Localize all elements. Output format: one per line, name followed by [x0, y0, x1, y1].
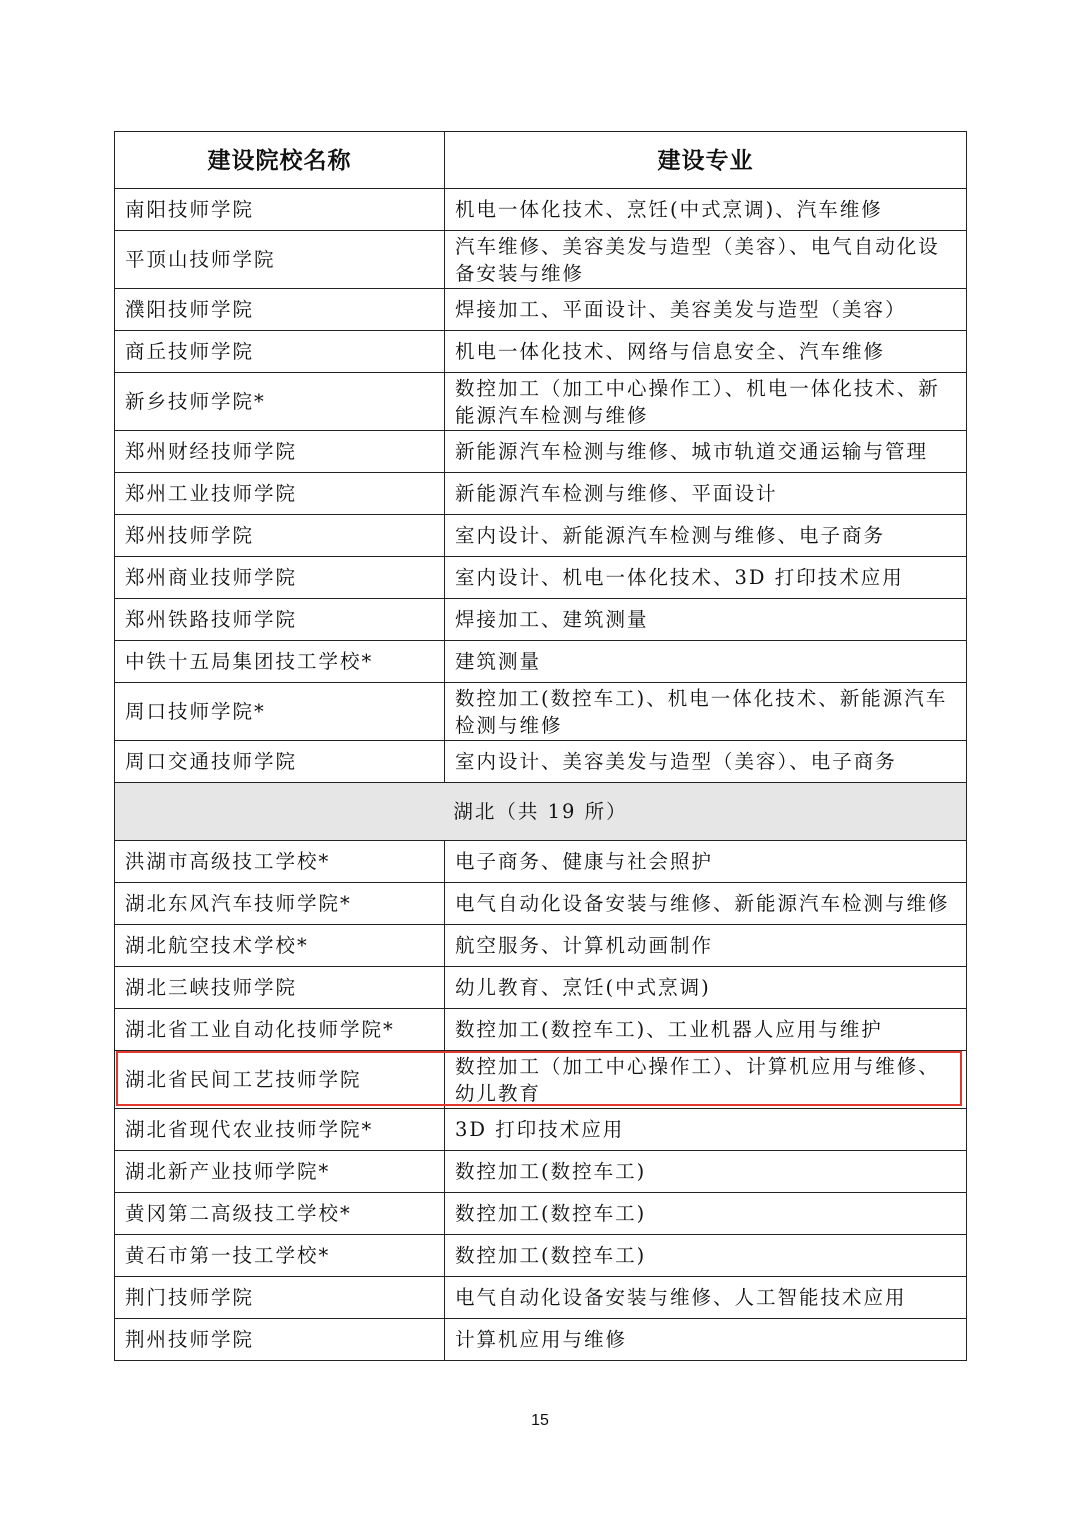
school-name: 湖北航空技术学校* — [115, 925, 445, 967]
table-row — [115, 473, 967, 515]
school-majors: 计算机应用与维修 — [445, 1319, 967, 1361]
school-name: 郑州铁路技师学院 — [115, 599, 445, 641]
school-name: 郑州技师学院 — [115, 515, 445, 557]
school-name: 湖北省民间工艺技师学院 — [115, 1051, 445, 1109]
school-name: 商丘技师学院 — [115, 331, 445, 373]
school-majors: 建筑测量 — [445, 641, 967, 683]
school-majors: 新能源汽车检测与维修、城市轨道交通运输与管理 — [445, 431, 967, 473]
table-row — [115, 1193, 967, 1235]
school-name: 周口技师学院* — [115, 683, 445, 741]
school-majors: 航空服务、计算机动画制作 — [445, 925, 967, 967]
school-name: 黄冈第二高级技工学校* — [115, 1193, 445, 1235]
school-majors: 机电一体化技术、烹饪(中式烹调)、汽车维修 — [445, 189, 967, 231]
school-majors: 焊接加工、平面设计、美容美发与造型（美容） — [445, 289, 967, 331]
section-header-row — [115, 783, 967, 841]
school-majors: 机电一体化技术、网络与信息安全、汽车维修 — [445, 331, 967, 373]
school-majors: 汽车维修、美容美发与造型（美容）、电气自动化设备安装与维修 — [445, 231, 967, 289]
school-name: 湖北省工业自动化技师学院* — [115, 1009, 445, 1051]
school-name: 湖北东风汽车技师学院* — [115, 883, 445, 925]
school-majors: 数控加工(数控车工) — [445, 1193, 967, 1235]
school-name: 郑州商业技师学院 — [115, 557, 445, 599]
school-majors: 室内设计、新能源汽车检测与维修、电子商务 — [445, 515, 967, 557]
table-row — [115, 1235, 967, 1277]
school-name: 荆州技师学院 — [115, 1319, 445, 1361]
table-row — [115, 1009, 967, 1051]
school-majors: 3D 打印技术应用 — [445, 1109, 967, 1151]
table-row — [115, 289, 967, 331]
table-row — [115, 189, 967, 231]
school-majors: 数控加工(数控车工)、工业机器人应用与维护 — [445, 1009, 967, 1051]
table-row — [115, 641, 967, 683]
school-majors: 数控加工（加工中心操作工）、机电一体化技术、新能源汽车检测与维修 — [445, 373, 967, 431]
table-row — [115, 599, 967, 641]
school-name: 中铁十五局集团技工学校* — [115, 641, 445, 683]
table-row — [115, 331, 967, 373]
school-name: 濮阳技师学院 — [115, 289, 445, 331]
school-majors: 电气自动化设备安装与维修、新能源汽车检测与维修 — [445, 883, 967, 925]
school-name: 郑州财经技师学院 — [115, 431, 445, 473]
school-name: 黄石市第一技工学校* — [115, 1235, 445, 1277]
school-majors: 幼儿教育、烹饪(中式烹调) — [445, 967, 967, 1009]
table-row — [115, 741, 967, 783]
table-row — [115, 683, 967, 741]
school-majors: 焊接加工、建筑测量 — [445, 599, 967, 641]
school-name: 湖北三峡技师学院 — [115, 967, 445, 1009]
school-name: 平顶山技师学院 — [115, 231, 445, 289]
school-majors: 数控加工(数控车工) — [445, 1235, 967, 1277]
school-majors: 室内设计、机电一体化技术、3D 打印技术应用 — [445, 557, 967, 599]
school-majors: 室内设计、美容美发与造型（美容）、电子商务 — [445, 741, 967, 783]
header-majors: 建设专业 — [445, 132, 967, 189]
table-row — [115, 515, 967, 557]
table-row — [115, 431, 967, 473]
section-title-hubei: 湖北（共 19 所） — [115, 783, 967, 841]
school-majors: 数控加工(数控车工)、机电一体化技术、新能源汽车检测与维修 — [445, 683, 967, 741]
table-row — [115, 883, 967, 925]
school-name: 湖北省现代农业技师学院* — [115, 1109, 445, 1151]
school-name: 湖北新产业技师学院* — [115, 1151, 445, 1193]
header-school-name: 建设院校名称 — [115, 132, 445, 189]
table-row — [115, 967, 967, 1009]
table-row — [115, 557, 967, 599]
table-row — [115, 231, 967, 289]
table-row — [115, 925, 967, 967]
table-header-row — [115, 132, 967, 189]
schools-table — [114, 131, 967, 1361]
school-majors: 新能源汽车检测与维修、平面设计 — [445, 473, 967, 515]
table-row — [115, 1151, 967, 1193]
school-majors: 电子商务、健康与社会照护 — [445, 841, 967, 883]
table-row — [115, 1109, 967, 1151]
school-majors: 数控加工（加工中心操作工）、计算机应用与维修、幼儿教育 — [445, 1051, 967, 1109]
school-name: 周口交通技师学院 — [115, 741, 445, 783]
school-majors: 数控加工(数控车工) — [445, 1151, 967, 1193]
table-row — [115, 1277, 967, 1319]
table-row — [115, 841, 967, 883]
school-majors: 电气自动化设备安装与维修、人工智能技术应用 — [445, 1277, 967, 1319]
school-name: 郑州工业技师学院 — [115, 473, 445, 515]
page-number: 15 — [531, 1412, 549, 1429]
school-name: 荆门技师学院 — [115, 1277, 445, 1319]
table-row — [115, 373, 967, 431]
highlight-box — [116, 1051, 962, 1106]
school-name: 新乡技师学院* — [115, 373, 445, 431]
table-row — [115, 1319, 967, 1361]
school-name: 南阳技师学院 — [115, 189, 445, 231]
school-name: 洪湖市高级技工学校* — [115, 841, 445, 883]
